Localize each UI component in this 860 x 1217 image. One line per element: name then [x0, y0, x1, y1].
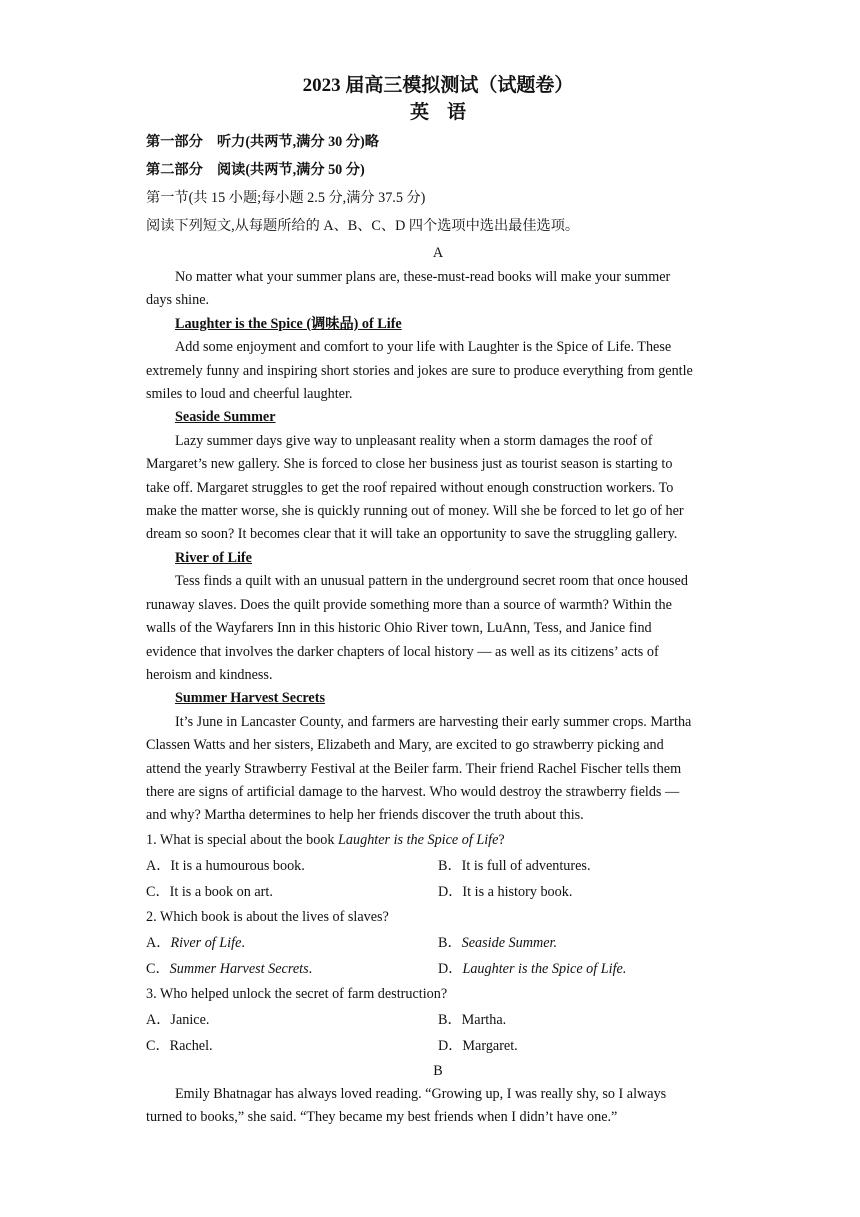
part1-heading: 第一部分 听力(共两节,满分 30 分)略	[146, 134, 379, 150]
exam-page	[146, 72, 730, 1130]
book3-description: Tess finds a quilt with an unusual pattern in the underground secret room that once housed runaway slaves. Does the quilt provide something more than a source of warmth? Within the walls of the Wayfarers Inn in this historic Ohio River town, LuAnn, Tess, and Janice find evidence that involves the darker chapters of local history — as well as its citizens’ acts of heroism and kindness.	[146, 573, 688, 683]
part2-heading: 第二部分 阅读(共两节,满分 50 分)	[146, 162, 365, 178]
q1-option-a[interactable]: A．It is a humourous book.	[146, 857, 305, 874]
q2-option-d[interactable]: D．Laughter is the Spice of Life.	[438, 960, 627, 977]
question-2-options-row1	[146, 930, 730, 956]
q2-option-a[interactable]: A．River of Life.	[146, 934, 245, 951]
question-3-options-row1	[146, 1007, 730, 1033]
book4-title: Summer Harvest Secrets	[175, 690, 325, 707]
q1-option-d[interactable]: D．It is a history book.	[438, 883, 573, 900]
question-2-options-row2	[146, 956, 730, 982]
q1-option-b[interactable]: B．It is full of adventures.	[438, 857, 591, 874]
book3-title: River of Life	[175, 549, 252, 566]
question-1: 1. What is special about the book Laughter is the Spice of Life?	[146, 831, 505, 848]
question-2: 2. Which book is about the lives of slaves?	[146, 908, 389, 925]
book2-description: Lazy summer days give way to unpleasant reality when a storm damages the roof of Margaret’s new gallery. She is forced to close her business just as tourist season is starting to take off. Margaret struggles to get the roof repaired without enough construction workers. To make the matter worse, she is quickly running out of money. Will she be forced to let go of her dream so soon? It becomes clear that it will take an opportunity to save the struggling gallery.	[146, 432, 684, 543]
q2-option-c[interactable]: C．Summer Harvest Secrets.	[146, 960, 313, 977]
question-1-options-row2	[146, 879, 730, 905]
reading-instruction: 阅读下列短文,从每题所给的 A、B、C、D 四个选项中选出最佳选项。	[146, 218, 580, 234]
section1-heading: 第一节(共 15 小题;每小题 2.5 分,满分 37.5 分)	[146, 190, 426, 206]
q1-option-c[interactable]: C．It is a book on art.	[146, 883, 273, 900]
book1-description: Add some enjoyment and comfort to your life with Laughter is the Spice of Life. These extremely funny and inspiring short stories and jokes are sure to produce everything from gentle smiles to loud and cheerful laughter.	[146, 339, 693, 403]
exam-title: 2023 届高三模拟测试（试题卷）	[302, 75, 574, 96]
q3-option-c[interactable]: C．Rachel.	[146, 1037, 213, 1054]
passage-a-label: A	[432, 245, 444, 261]
question-1-options-row1	[146, 853, 730, 879]
passage-b-label: B	[433, 1062, 443, 1079]
q2-option-b[interactable]: B．Seaside Summer.	[438, 934, 558, 951]
question-3-options-row2	[146, 1033, 730, 1059]
q3-option-a[interactable]: A．Janice.	[146, 1011, 210, 1028]
q3-option-b[interactable]: B．Martha.	[438, 1011, 507, 1028]
question-3: 3. Who helped unlock the secret of farm destruction?	[146, 985, 448, 1002]
subject-title: 英语	[409, 102, 484, 123]
book1-title: Laughter is the Spice (调味品) of Life	[175, 315, 402, 332]
passage-b-text: Emily Bhatnagar has always loved reading. “Growing up, I was really shy, so I always turned to books,” she said. “They became my best friends when I didn’t have one.”	[146, 1085, 667, 1126]
q3-option-d[interactable]: D．Margaret.	[438, 1037, 518, 1054]
passage-a-intro: No matter what your summer plans are, these-must-read books will make your summer days shine.	[146, 269, 671, 309]
book2-title: Seaside Summer	[175, 409, 276, 426]
book4-description: It’s June in Lancaster County, and farmers are harvesting their early summer crops. Martha Classen Watts and her sisters, Elizabeth and Mary, are excited to go strawberry picking and attend the yearly Strawberry Festival at the Beiler farm. Their friend Rachel Fischer tells them there are signs of artificial damage to the harvest. Who would destroy the strawberry fields — and why? Martha determines to help her friends discover the truth about this.	[146, 713, 692, 824]
